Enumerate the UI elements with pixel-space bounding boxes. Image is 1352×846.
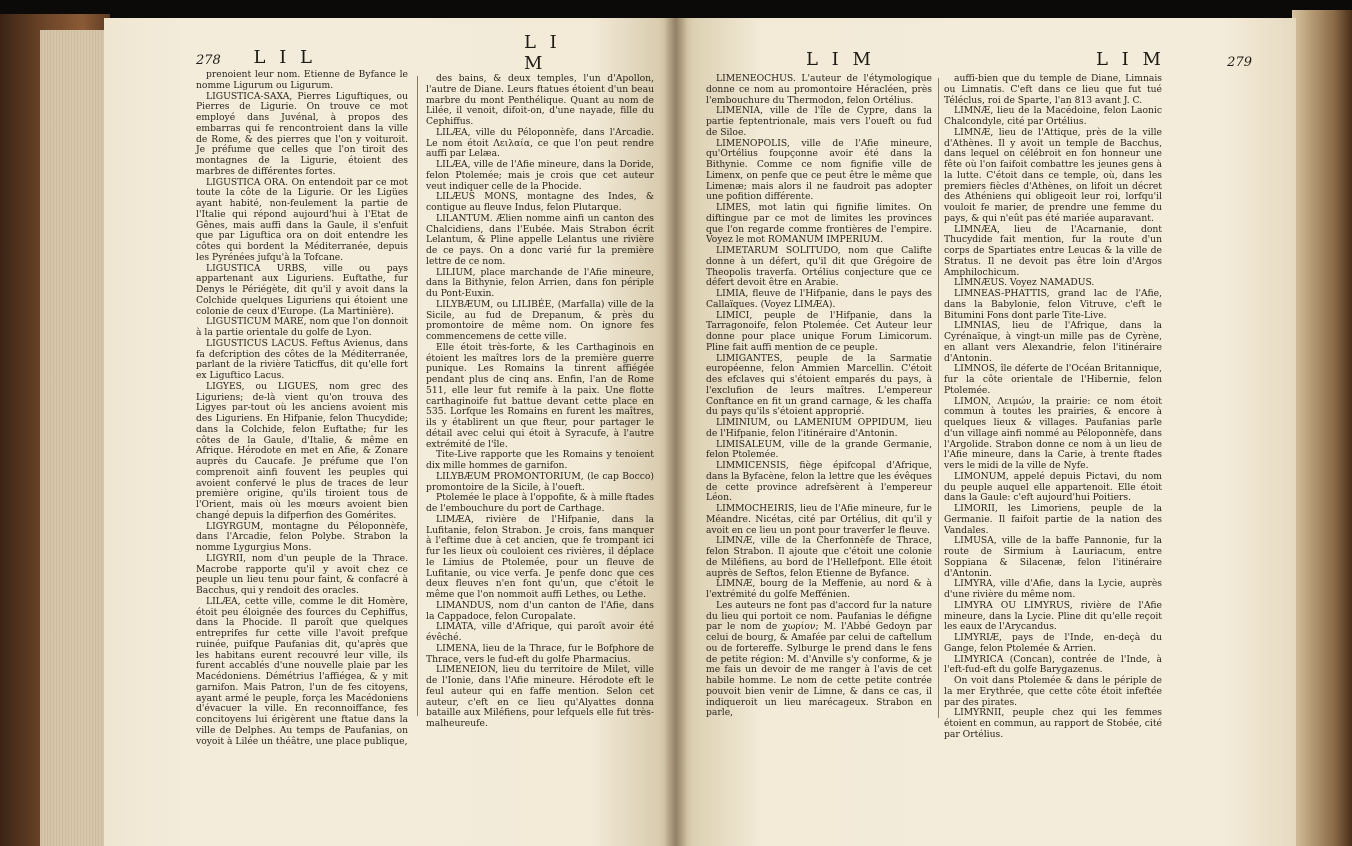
paragraph: des bains, & deux temples, l'un d'Apollon, l'autre de Diane. Leurs ftatues étoient d'un beau marbre du mont Penthélique. Quant au nom de Lilée, il venoit, difoit-on, d'une nayade, fille du Cephiffus. [426, 73, 654, 127]
paragraph: LIMENOPOLIS, ville de l'Afie mineure, qu'Ortélius foupçonne avoir été dans la Bithynie. Comme ce nom fignifie ville de Limenx, on penfe que ce peut être le même que Limenæ; mais alors il ne faudroit pas adopter une pofition différente. [706, 137, 932, 203]
left-page-number: 278 [196, 53, 221, 68]
paragraph: On voit dans Ptolemée & dans le périple de la mer Erythrée, que cette côte étoit infeftée par des pirates. [944, 675, 1162, 708]
left-page-header [196, 46, 376, 68]
paragraph: LIGUSTICUM MARE, nom que l'on donnoit à la partie orientale du golfe de Lyon. [196, 316, 408, 338]
left-column-1 [196, 70, 408, 760]
paragraph: LIMMICENSIS, fiège épifcopal d'Afrique, dans la Byfacène, felon la lettre que les évêques de cette province adrefsèrent à l'empereur Léon. [706, 460, 932, 504]
paragraph: LIMATA, ville d'Afrique, qui paroît avoir été évêché. [426, 621, 654, 643]
paragraph: Ptolemée le place à l'oppofite, & à mille ftades de l'embouchure du port de Carthage. [426, 492, 654, 514]
paragraph: LIMIA, fleuve de l'Hifpanie, dans le pays des Callaïques. (Voyez LIMÆA). [706, 288, 932, 310]
right-column-1 [706, 74, 932, 742]
column-rule [938, 78, 939, 718]
paragraph: LILYBÆUM, ou LILIBÉE, (Marfalla) ville de la Sicile, au fud de Drepanum, & près du promontoire de même nom. On ignore fes commencemens de cette ville. [426, 298, 654, 342]
paragraph: LILANTUM. Ælien nomme ainfi un canton des Chalcidiens, dans l'Eubée. Mais Strabon écrit Lelantum, & Pline appelle Lelantus une rivière de ce pays. On a donc varié fur la première lettre de ce nom. [426, 212, 654, 267]
paragraph: Elle étoit très-forte, & les Carthaginois en étoient les maîtres lors de la première guerre punique. Les Romains la tinrent affiégée pendant plus de cinq ans. Enfin, l'an de Rome 511, elle leur fut remife à la paix. Une flotte carthaginoife fut battue devant cette place en 535. Lorfque les Romains en furent les maîtres, ils y établirent un que fteur, pour partager le détail avec celui qui étoit à Syracufe, à l'autre extrémité de l'île. [426, 341, 654, 450]
paragraph: LIGYES, ou LIGUES, nom grec des Liguriens; de-là vient qu'on trouva des Ligyes par-tout où les anciens avoient mis des Liguriens. En Hifpanie, felon Thucydide; dans la Colchide, felon Euftathe; fur les côtes de la Gaule, d'Italie, & même en Afrique. Hérodote en met en Afie, & Zonare auprès du Caucafe. Je préfume que l'on comprenoit ainfi fouvent les peuples qui avoient confervé le plus de traces de leur première origine, qu'ils tiroient tous de l'Orient, mais où les mœurs avoient bien changé depuis la difperfion des Gomérites. [196, 380, 408, 521]
right-page-header [1096, 48, 1252, 70]
paragraph: LIMANDUS, nom d'un canton de l'Afie, dans la Cappadoce, felon Curopalate. [426, 599, 654, 622]
paragraph: LIGUSTICA ORA. On entendoit par ce mot toute la côte de la Ligurie. Or les Ligües ayant habité, non-feulement la partie de l'Italie qui répond aujourd'hui à l'Etat de Gênes, mais auffi dans la Gaule, il s'enfuit que par Liguftica ora on doit entendre les côtes qui bordent la Méditerranée, depuis les Pyrénées jufqu'à la Tofcane. [196, 176, 408, 263]
paragraph: auffi-bien que du temple de Diane, Limnais ou Limnatis. C'eft dans ce lieu que fut tué Téléclus, roi de Sparte, l'an 813 avant J. C. [944, 73, 1162, 106]
paragraph: LIMNÆUS. Voyez NAMADUS. [954, 277, 1095, 289]
paragraph: LIMNÆ, lieu de l'Attique, près de la ville d'Athènes. Il y avoit un temple de Bacchus, dans lequel on célébroit en fon honneur une fête où l'on faifoit combattre les jeunes gens à la lutte. C'étoit dans ce temple, où, dans les premiers fiècles d'Athènes, on lifoit un décret des Athéniens qui obligeoit leur roi, lorfqu'il vouloit fe marier, de prendre une femme du pays, & qui n'eût pas été mariée auparavant. [944, 126, 1162, 224]
paragraph: LIMISALEUM, ville de la grande Germanie, felon Ptolemée. [706, 438, 932, 461]
book-gutter [664, 18, 688, 846]
left-page-right-header [524, 32, 584, 74]
paragraph: LILYBÆUM PROMONTORIUM, (le cap Bocco) promontoire de la Sicile, à l'oueft. [426, 470, 654, 493]
paragraph: LIMNÆ, bourg de la Meffenie, au nord & à l'extrémité du golfe Meffénien. [706, 578, 932, 600]
paragraph: LIMON, Λειμών, la prairie: ce nom étoit commun à toutes les prairies, & encore à quelques lieux & villages. Paufanias parle d'un village ainfi nommé au Péloponnèfe, dans l'Argolide. Strabon donne ce nom à un lieu de l'Afie mineure, dans la Carie, à trente ftades vers le midi de la ville de Nyfe. [944, 395, 1162, 471]
paragraph: prenoient leur nom. Etienne de Byfance le nomme Ligurum ou Ligurum. [196, 69, 408, 91]
paragraph: LIMYRA OU LIMYRUS, rivière de l'Afie mineure, dans la Lycie. Pline dit qu'elle reçoit les eaux de l'Arycandus. [944, 599, 1162, 633]
left-page-col2-head: L I M [524, 32, 561, 74]
paragraph: LIMUSA, ville de la baffe Pannonie, fur la route de Sirmium à Lauriacum, entre Soppiana & Silacenæ, felon l'itinéraire d'Antonin. [944, 535, 1162, 579]
paragraph: LIMETARUM SOLITUDO, nom que Califte donne à un défert, qu'il dit que Grégoire de Theopolis traverfa. Ortélius conjecture que ce défert devoit être en Arabie. [706, 245, 932, 289]
paragraph: Tite-Live rapporte que les Romains y tenoient dix mille hommes de garnifon. [426, 449, 654, 471]
paragraph: LIMNIAS, lieu de l'Afrique, dans la Cyrénaïque, à vingt-un mille pas de Cyrène, en allant vers Alexandrie, felon l'itinéraire d'Antonin. [944, 320, 1162, 364]
right-running-head: L I M [1096, 49, 1165, 70]
paragraph: LIMYRNII, peuple chez qui les femmes étoient en commun, au rapport de Stobée, cité par Ortélius. [944, 707, 1162, 740]
right-page-left-header [806, 48, 886, 70]
paragraph: LIMYRICA (Concan), contrée de l'Inde, à l'eft-fud-eft du golfe Barygazenus. [944, 653, 1162, 676]
paragraph: LIMYRA, ville d'Afie, dans la Lycie, auprès d'une rivière du même nom. [944, 578, 1162, 600]
paragraph: LIMICI, peuple de l'Hifpanie, dans la Tarragonoife, felon Ptolemée. Cet Auteur leur donne pour place unique Forum Limicorum. Pline fait auffi mention de ce peuple. [706, 309, 932, 353]
paragraph: Les auteurs ne font pas d'accord fur la nature du lieu qui portoit ce nom. Paufanias le défigne par le nom de χωρίον; M. l'Abbé Gedoyn par celui de bourg, & Amafée par celui de caftellum ou de fortereffe. Sylburge le prend dans le fens de petite région: M. d'Anville s'y conforme, & je me fais un devoir de me ranger à l'avis de cet habile homme. Le nom de cette petite contrée pouvoit bien venir de Limne, & dans ce cas, il indiqueroit un lieu marécageux. Strabon en parle, [706, 599, 932, 719]
paragraph: LIGYRII, nom d'un peuple de la Thrace. Macrobe rapporte qu'il y avoit chez ce peuple un lieu tenu pour faint, & confacré à Bacchus, qui y rendoit des oracles. [196, 552, 408, 596]
paragraph: LIMENEOCHUS. L'auteur de l'étymologique donne ce nom au promontoire Héracléen, près l'embouchure du Thermodon, felon Ortélius. [706, 73, 932, 106]
paragraph: LIMYRIÆ, pays de l'Inde, en-deçà du Gange, felon Ptolemée & Arrien. [944, 632, 1162, 654]
paragraph: LIGUSTICA URBS, ville ou pays appartenant aux Liguriens. Euftathe, fur Denys le Périégète, dit qu'il y avoit dans la Colchide quelques Liguriens qui étoient une colonie de ceux d'Europe. (La Martinière). [196, 262, 408, 317]
paragraph: LIMENEION, lieu du territoire de Milet, ville de l'Ionie, dans l'Afie mineure. Hérodote eft le feul auteur qui en faffe mention. Selon cet auteur, c'eft en ce lieu qu'Alyattes donna bataille aux Miléfiens, pour lefquels elle fut très-malheureufe. [426, 664, 654, 729]
paragraph: LIMENA, lieu de la Thrace, fur le Bofphore de Thrace, vers le fud-eft du golfe Pharmacius. [426, 642, 654, 665]
paragraph: LIMNÆ, ville de la Cherfonnèfe de Thrace, felon Strabon. Il ajoute que c'étoit une colonie de Miléfiens, au bord de l'Hellefpont. Elle étoit auprès de Seftos, felon Etienne de Byfance. [706, 535, 932, 579]
column-rule [417, 76, 418, 716]
paragraph: LIGYRGUM, montagne du Péloponnèfe, dans l'Arcadie, felon Polybe. Strabon la nomme Lygurgius Mons. [196, 520, 408, 553]
paragraph: LIMÆA, rivière de l'Hifpanie, dans la Lufitanie, felon Strabon. Je crois, fans manquer à l'eftime due à cet ancien, que fe trompant ici fur les lieux où couloient ces rivières, il déplace le Limius de Ptolemée, pour un fleuve de Lufitanie, ou vice verfa. Je penfe donc que ces deux fleuves n'en font qu'un, que c'étoit le même que l'on nommoit auffi Lethes, ou Lethe. [426, 513, 654, 600]
paragraph: LILÆA, ville du Péloponnèfe, dans l'Arcadie. Le nom étoit Λειλαία, ce que l'on peut rendre auffi par Lelæa. [426, 126, 654, 160]
right-page [676, 18, 1296, 846]
paragraph: LIMIGANTES, peuple de la Sarmatie européenne, felon Ammien Marcellin. C'étoit des efclaves qui s'étoient emparés du pays, à l'exclufion de leurs maîtres. L'empereur Conftance en fit un grand carnage, & les chaffa du pays qu'ils s'étoient approprié. [706, 352, 932, 418]
paragraph: LILÆA, ville de l'Afie mineure, dans la Doride, felon Ptolemée; mais je crois que cet auteur veut indiquer celle de la Phocide. [426, 159, 654, 192]
left-column-2 [426, 74, 654, 754]
paragraph: LIMES, mot latin qui fignifie limites. On diftingue par ce mot de limites les provinces que l'on regarde comme frontières de l'empire. Voyez le mot ROMANUM IMPERIUM. [706, 202, 932, 246]
paragraph: LIGUSTICUS LACUS. Feftus Avienus, dans fa defcription des côtes de la Méditerranée, parlant de la rivière Taticffus, dit qu'elle fort ex Liguftico Lacus. [196, 337, 408, 381]
paragraph: LILÆA, cette ville, comme le dit Homère, étoit peu éloignée des fources du Cephiffus, dans la Phocide. Il paroît que quelques entreprifes fur cette ville l'avoit prefque ruinée, puifque Paufanias dit, qu'après que les habitans eurent recouvré leur ville, ils furent accablés d'une nouvelle plaie par les Macédoniens. Démétrius l'affiégea, & y mit garnifon. Mais Patron, l'un de fes citoyens, ayant armé le peuple, força les Macédoniens d'évacuer la ville. En reconnoiffance, fes concitoyens lui érigèrent une ftatue dans la ville de Delphes. Au temps de Paufanias, on voyoit à Lilée un théâtre, une place publique, [196, 595, 408, 747]
paragraph: LIMNÆA, lieu de l'Acarnanie, dont Thucydide fait mention, fur la route d'un corps de Spartiates entre Leucas & la ville de Stratus. Il ne devoit pas être loin d'Argos Amphilochicum. [944, 223, 1162, 278]
left-running-head: L I L [253, 47, 316, 68]
page-edges-left [40, 30, 110, 846]
paragraph: LILIUM, place marchande de l'Afie mineure, dans la Bithynie, felon Arrien, dans fon périple du Pont-Euxin. [426, 266, 654, 299]
paragraph: LIGUSTICA-SAXA, Pierres Liguftiques, ou Pierres de Ligurie. On trouve ce mot employé dans Juvénal, à propos des embarras qui fe rencontroient dans la ville de Rome, & des pierres que l'on y voituroit. Je préfume que celles que l'on tiroit des montagnes de la Ligurie, étoient des marbres de différentes fortes. [196, 90, 408, 177]
right-page-number: 279 [1227, 55, 1252, 70]
paragraph: LIMINIUM, ou LAMENIUM OPPIDUM, lieu de l'Hifpanie, felon l'itinéraire d'Antonin. [706, 417, 932, 439]
left-page [104, 18, 676, 846]
page-edges-right [1292, 10, 1352, 846]
paragraph: LIMNOS, île déferte de l'Océan Britannique, fur la côte orientale de l'Hibernie, felon Ptolemée. [944, 363, 1162, 396]
right-running-head-left: L I M [806, 49, 875, 70]
paragraph: LIMNEAS-PHATTIS, grand lac de l'Afie, dans la Babylonie, felon Vitruve, c'eft le Bitumini Fons dont parle Tite-Live. [944, 288, 1162, 321]
paragraph: LILÆUS MONS, montagne des Indes, & contigue au fleuve Indus, felon Plutarque. [426, 191, 654, 213]
paragraph: LIMORII, les Limoriens, peuple de la Germanie. Il faifoit partie de la nation des Vandales. [944, 503, 1162, 536]
paragraph: LIMNÆ, lieu de la Macédoine, felon Laonic Chalcondyle, cité par Ortélius. [944, 105, 1162, 127]
paragraph: LIMMOCHEIRIS, lieu de l'Afie mineure, fur le Méandre. Nicétas, cité par Ortélius, dit qu'il y avoit en ce lieu un pont pour traverfer le fleuve. [706, 503, 932, 536]
right-column-2 [944, 73, 1162, 740]
paragraph: LIMENIA, ville de l'île de Cypre, dans la partie feptentrionale, mais vers l'oueft ou fud de Siloe. [706, 105, 932, 138]
paragraph: LIMONUM, appelé depuis Pictavi, du nom du peuple auquel elle appartenoit. Elle étoit dans la Gaule: c'eft aujourd'hui Poitiers. [944, 470, 1162, 504]
